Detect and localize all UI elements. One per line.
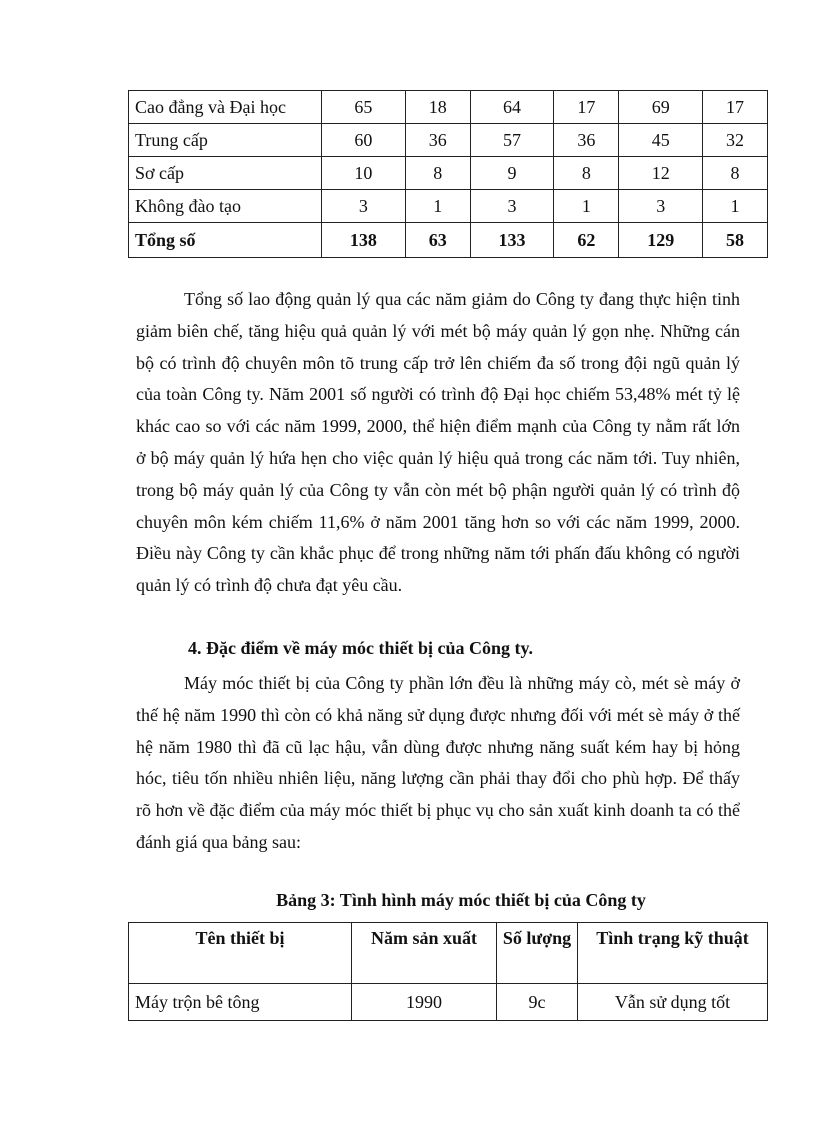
total-label: Tổng số — [129, 223, 322, 258]
equipment-table — [128, 922, 768, 1021]
equipment-quantity: 9c — [497, 984, 578, 1021]
table-cell: 9 — [470, 157, 554, 190]
table-row — [129, 157, 768, 190]
table-cell: 8 — [703, 157, 768, 190]
table-cell: 1 — [405, 190, 470, 223]
total-row — [129, 223, 768, 258]
table-cell: 18 — [405, 91, 470, 124]
col-header-quantity: Số lượng — [497, 923, 578, 984]
col-header-name: Tên thiết bị — [129, 923, 352, 984]
table-cell: 65 — [322, 91, 406, 124]
table-cell: 1 — [703, 190, 768, 223]
section-heading: 4. Đặc điểm về máy móc thiết bị của Công ty. — [188, 638, 533, 658]
table-row — [129, 91, 768, 124]
table-cell: 36 — [405, 124, 470, 157]
table-cell: 17 — [554, 91, 619, 124]
table-cell: 3 — [322, 190, 406, 223]
paragraph-management: Tổng số lao động quản lý qua các năm giảm do Công ty đang thực hiện tinh giảm biên chế, tăng hiệu quả quản lý với mét bộ máy quản lý gọn nhẹ. Những cán bộ có trình độ chuyên môn tõ trung cấp trở lên chiếm đa số trong đội ngũ quản lý của toàn Công ty. Năm 2001 số người có trình độ Đại học chiếm 53,48% mét tỷ lệ khác cao so với các năm 1999, 2000, thể hiện điểm mạnh của Công ty nằm rất lớn ở bộ máy quản lý hứa hẹn cho việc quản lý hiệu quả trong các năm tới. Tuy nhiên, trong bộ máy quản lý của Công ty vẫn còn mét bộ phận người quản lý có trình độ chuyên môn kém chiếm 11,6% ở năm 2001 tăng hơn so với các năm 1999, 2000. Điều này Công ty cần khắc phục để trong những năm tới phấn đấu không có người quản lý có trình độ chưa đạt yêu cầu. — [136, 289, 740, 596]
table-cell: 3 — [470, 190, 554, 223]
table-cell: 36 — [554, 124, 619, 157]
table-cell: 60 — [322, 124, 406, 157]
table-cell: 45 — [619, 124, 703, 157]
total-cell: 62 — [554, 223, 619, 258]
table-cell: 57 — [470, 124, 554, 157]
table-cell: 32 — [703, 124, 768, 157]
table-row — [129, 124, 768, 157]
table-cell: 10 — [322, 157, 406, 190]
col-header-condition: Tình trạng kỹ thuật — [578, 923, 768, 984]
table-row — [129, 190, 768, 223]
table-cell: 3 — [619, 190, 703, 223]
table-cell: 8 — [554, 157, 619, 190]
total-cell: 129 — [619, 223, 703, 258]
row-label: Sơ cấp — [129, 157, 322, 190]
equipment-condition: Vẫn sử dụng tốt — [578, 984, 768, 1021]
table-caption: Bảng 3: Tình hình máy móc thiết bị của Công ty — [276, 890, 646, 910]
col-header-year: Năm sản xuất — [352, 923, 497, 984]
table-cell: 1 — [554, 190, 619, 223]
total-cell: 133 — [470, 223, 554, 258]
row-label: Cao đẳng và Đại học — [129, 91, 322, 124]
total-cell: 63 — [405, 223, 470, 258]
workforce-table — [128, 90, 768, 258]
equipment-name: Máy trộn bê tông — [129, 984, 352, 1021]
table-cell: 17 — [703, 91, 768, 124]
table-cell: 64 — [470, 91, 554, 124]
table-header-row — [129, 923, 768, 984]
table-cell: 69 — [619, 91, 703, 124]
total-cell: 58 — [703, 223, 768, 258]
row-label: Không đào tạo — [129, 190, 322, 223]
table-cell: 8 — [405, 157, 470, 190]
row-label: Trung cấp — [129, 124, 322, 157]
table-cell: 12 — [619, 157, 703, 190]
total-cell: 138 — [322, 223, 406, 258]
paragraph-equipment: Máy móc thiết bị của Công ty phần lớn đều là những máy cò, mét sè máy ở thế hệ năm 1990 thì còn có khả năng sử dụng được nhưng đối với mét sè máy ở thế hệ năm 1980 thì đã cũ lạc hậu, vẫn dùng được nhưng năng suất kém hay bị hỏng hóc, tiêu tốn nhiều nhiên liệu, năng lượng cần phải thay đổi cho phù hợp. Để thấy rõ hơn về đặc điểm của máy móc thiết bị phục vụ cho sản xuất kinh doanh ta có thể đánh giá qua bảng sau: — [136, 673, 740, 852]
equipment-year: 1990 — [352, 984, 497, 1021]
table-row — [129, 984, 768, 1021]
